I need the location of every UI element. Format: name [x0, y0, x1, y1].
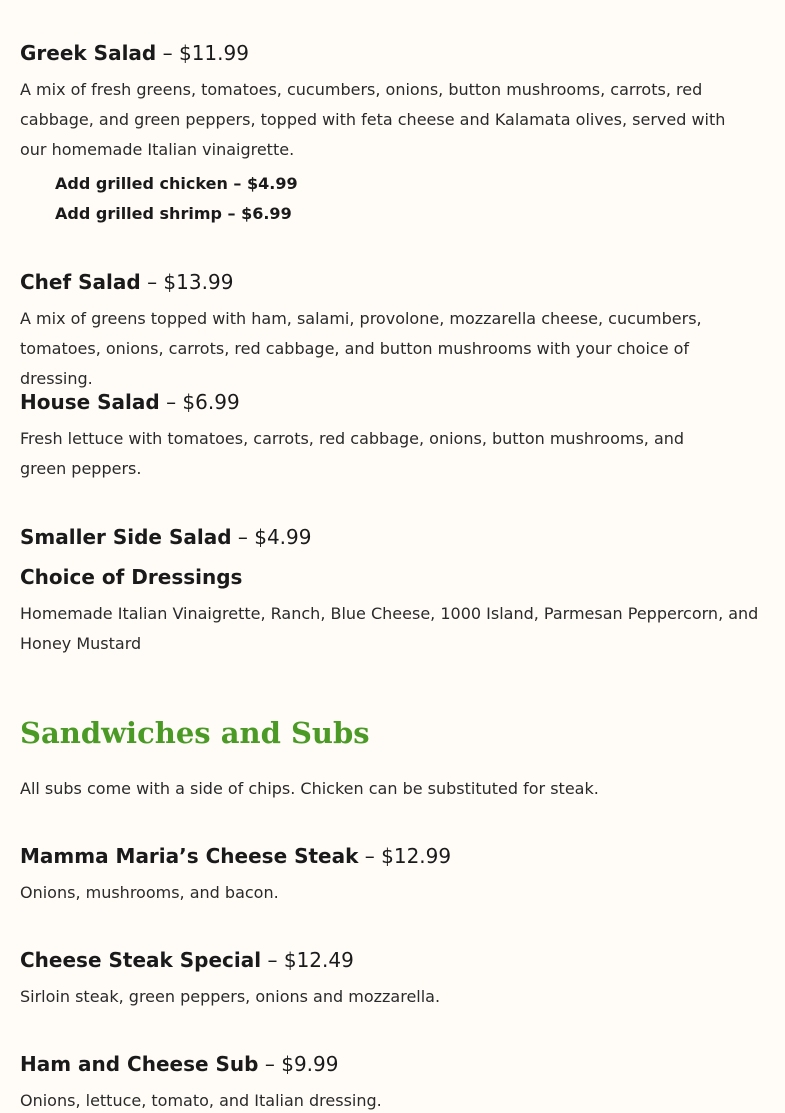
menu-item-chef-salad [20, 268, 770, 394]
item-price: – $9.99 [258, 1052, 339, 1076]
menu-item-cheese-steak-special [20, 946, 770, 1012]
item-heading [20, 946, 770, 974]
item-description: Fresh lettuce with tomatoes, carrots, red cabbage, onions, button mushrooms, and green peppers. [20, 429, 685, 478]
item-heading [20, 1050, 770, 1078]
item-price: – $6.99 [159, 390, 240, 414]
dressings-block [20, 563, 770, 659]
item-heading [20, 842, 770, 870]
section-title-sandwiches: Sandwiches and Subs [20, 716, 370, 750]
dressings-description: Homemade Italian Vinaigrette, Ranch, Blue Cheese, 1000 Island, Parmesan Peppercorn, and Honey Mustard [20, 604, 759, 653]
item-name: Smaller Side Salad [20, 525, 232, 549]
item-price: – $11.99 [156, 41, 249, 65]
item-name: Cheese Steak Special [20, 948, 262, 972]
dressings-title: Choice of Dressings [20, 565, 243, 589]
menu-item-house-salad [20, 388, 770, 484]
item-name: Greek Salad [20, 41, 157, 65]
item-heading [20, 388, 770, 416]
item-description: Sirloin steak, green peppers, onions and mozzarella. [20, 987, 441, 1006]
item-price: – $12.99 [358, 844, 452, 868]
menu-item-side-salad [20, 523, 770, 551]
item-price: – $12.49 [261, 948, 354, 972]
menu-item-ham-cheese-sub [20, 1050, 770, 1113]
item-name: Ham and Cheese Sub [20, 1052, 259, 1076]
menu-item-cheese-steak [20, 842, 770, 908]
item-description: A mix of fresh greens, tomatoes, cucumbers, onions, button mushrooms, carrots, red cabbage, and green peppers, topped with feta cheese and Kalamata olives, served with our homemade Italian vinaigrette. [20, 80, 726, 159]
item-heading [20, 268, 770, 296]
item-description: Onions, mushrooms, and bacon. [20, 883, 279, 902]
addon-shrimp: Add grilled shrimp – $6.99 [55, 204, 292, 223]
menu-item-greek-salad [20, 39, 770, 229]
section-note: All subs come with a side of chips. Chicken can be substituted for steak. [20, 779, 599, 798]
item-heading [20, 523, 770, 551]
item-name: House Salad [20, 390, 160, 414]
item-name: Chef Salad [20, 270, 141, 294]
item-description: Onions, lettuce, tomato, and Italian dressing. [20, 1091, 382, 1110]
item-price: – $13.99 [140, 270, 234, 294]
item-description: A mix of greens topped with ham, salami, provolone, mozzarella cheese, cucumbers, tomatoes, onions, carrots, red cabbage, and button mushrooms with your choice of dressing. [20, 309, 702, 388]
item-price: – $4.99 [231, 525, 312, 549]
addon-chicken: Add grilled chicken – $4.99 [55, 174, 298, 193]
item-heading [20, 39, 770, 67]
item-name: Mamma Maria’s Cheese Steak [20, 844, 359, 868]
